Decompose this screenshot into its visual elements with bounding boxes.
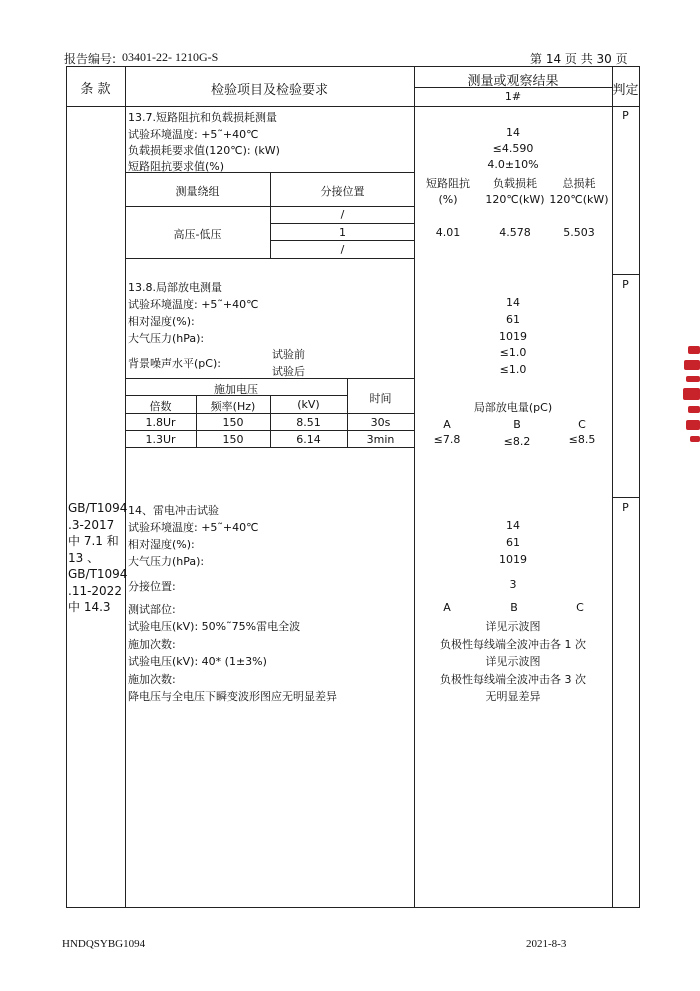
s1-tap-3: / <box>340 243 345 256</box>
table-row: 6.14 <box>296 433 321 446</box>
s1-load-loss-value: ≤4.590 <box>492 142 534 155</box>
s1-temp-label: 试验环境温度: +5˜+40℃ <box>128 128 259 141</box>
table-row: 1.3Ur <box>145 433 176 446</box>
s3-count1-label: 施加次数: <box>128 638 176 651</box>
s1-verdict: P <box>622 109 629 122</box>
s3-temp-label: 试验环境温度: +5˜+40℃ <box>128 521 259 534</box>
page-info: 第 14 页 共 30 页 <box>530 52 628 66</box>
s3-title: 14、雷电冲击试验 <box>128 504 219 517</box>
table-row: 8.51 <box>296 416 321 429</box>
s1-loadloss-value-result: 4.578 <box>499 226 531 239</box>
s3-phase-c: C <box>576 601 584 614</box>
s1-temp-value: 14 <box>506 126 520 139</box>
s2-pressure-value: 1019 <box>499 330 527 343</box>
s2-noise-after-label: 试验后 <box>272 365 305 378</box>
table-row: 30s <box>370 416 391 429</box>
s3-count1-value: 负极性每线端全波冲击各 1 次 <box>440 638 586 651</box>
s3-voltage2-label: 试验电压(kV): 40* (1±3%) <box>128 655 267 668</box>
s3-humidity-label: 相对湿度(%): <box>128 538 195 551</box>
s1-winding-header: 测量绕组 <box>175 185 220 198</box>
s3-wave-value: 无明显差异 <box>485 690 541 703</box>
s3-temp-value: 14 <box>506 519 520 532</box>
s2-time-header: 时间 <box>369 392 392 405</box>
s1-load-loss-label: 负载损耗要求值(120℃): (kW) <box>128 144 280 157</box>
s2-noise-before-label: 试验前 <box>272 348 305 361</box>
s2-temp-label: 试验环境温度: +5˜+40℃ <box>128 298 259 311</box>
s2-phase-c: C <box>578 418 586 431</box>
s2-noise-label: 背景噪声水平(pC): <box>128 357 221 370</box>
result-header: 测量或观察结果 <box>467 74 559 89</box>
table-row: 3min <box>366 433 395 446</box>
table-row: 150 <box>222 416 244 429</box>
table-row: 1.8Ur <box>145 416 176 429</box>
s2-pd-c: ≤8.5 <box>568 433 596 446</box>
s3-voltage1-label: 试验电压(kV): 50%˜75%雷电全波 <box>128 620 301 633</box>
s2-pd-label: 局部放电量(pC) <box>473 401 553 414</box>
s2-humidity-label: 相对湿度(%): <box>128 315 195 328</box>
s2-phase-a: A <box>443 418 451 431</box>
s2-kv-header: (kV) <box>297 398 320 411</box>
s3-pressure-value: 1019 <box>499 553 527 566</box>
clause-reference: GB/T1094 .3-2017 中 7.1 和 13 、 GB/T1094 .11-2022 中 14.3 <box>68 501 128 614</box>
s3-part-label: 测试部位: <box>128 603 176 616</box>
s3-pressure-label: 大气压力(hPa): <box>128 555 205 568</box>
s2-multiple-header: 倍数 <box>149 400 172 413</box>
s1-tap-2: 1 <box>339 226 346 239</box>
s2-temp-value: 14 <box>506 296 520 309</box>
s2-pressure-label: 大气压力(hPa): <box>128 332 205 345</box>
s2-noise-after-value: ≤1.0 <box>499 363 527 376</box>
s2-phase-b: B <box>513 418 521 431</box>
s1-impedance-label: 短路阻抗要求值(%) <box>128 160 225 173</box>
verdict-header: 判定 <box>612 83 639 98</box>
s1-tap-header: 分接位置 <box>320 185 365 198</box>
table-row: 150 <box>222 433 244 446</box>
s2-pd-a: ≤7.8 <box>433 433 461 446</box>
s2-noise-before-value: ≤1.0 <box>499 346 527 359</box>
s2-applied-voltage-header: 施加电压 <box>214 383 258 396</box>
item-header: 检验项目及检验要求 <box>210 83 328 98</box>
footer-date: 2021-8-3 <box>526 938 567 950</box>
s3-count2-value: 负极性每线端全波冲击各 3 次 <box>440 673 586 686</box>
s1-totalloss-col: 总损耗 120℃(kW) <box>549 177 609 206</box>
s1-loadloss-col: 负载损耗 120℃(kW) <box>485 177 545 206</box>
s3-count2-label: 施加次数: <box>128 673 176 686</box>
s1-winding: 高压-低压 <box>173 228 222 241</box>
s3-humidity-value: 61 <box>506 536 520 549</box>
s2-verdict: P <box>622 278 629 291</box>
s1-tap-1: / <box>340 208 345 221</box>
s3-phase-b: B <box>510 601 518 614</box>
s2-title: 13.8.局部放电测量 <box>128 281 222 294</box>
s1-title: 13.7.短路阻抗和负载损耗测量 <box>128 111 277 124</box>
s3-wave-label: 降电压与全电压下瞬变波形图应无明显差异 <box>128 690 337 703</box>
s1-impedance-value: 4.0±10% <box>487 158 539 171</box>
s3-phase-a: A <box>443 601 451 614</box>
s1-totalloss-value-result: 5.503 <box>563 226 595 239</box>
footer-form-code: HNDQSYBG1094 <box>62 938 146 950</box>
s2-freq-header: 频率(Hz) <box>210 400 256 413</box>
s2-humidity-value: 61 <box>506 313 520 326</box>
s3-voltage2-value: 详见示波图 <box>485 655 541 668</box>
s3-tap-value: 3 <box>509 578 517 591</box>
report-number: 03401-22- 1210G-S <box>122 50 219 64</box>
s2-pd-b: ≤8.2 <box>503 435 531 448</box>
sample-header: 1# <box>504 90 522 103</box>
s1-impedance-col: 短路阻抗 (%) <box>426 177 470 206</box>
s3-voltage1-value: 详见示波图 <box>485 620 541 633</box>
s3-tap-label: 分接位置: <box>128 580 176 593</box>
s3-verdict: P <box>622 501 629 514</box>
s1-impedance-value-result: 4.01 <box>435 226 461 239</box>
clause-header: 条 款 <box>80 82 111 97</box>
report-number-label: 报告编号: <box>64 52 117 66</box>
